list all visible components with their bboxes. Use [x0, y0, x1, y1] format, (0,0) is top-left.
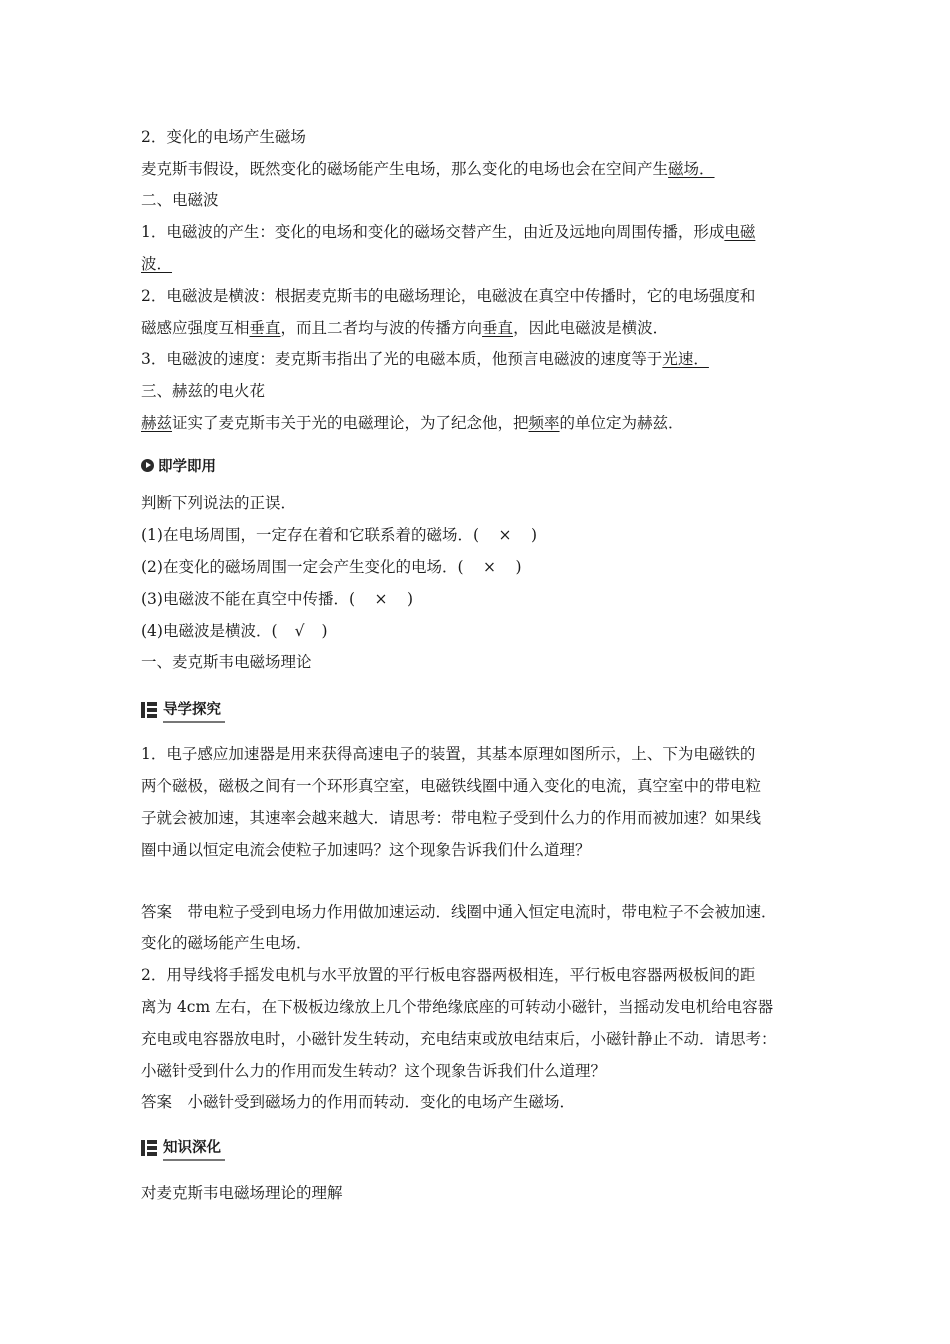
- p2-text-d: ，而且二者均与波的传播方向: [280, 319, 483, 337]
- s2-title: 2．变化的电场产生磁场: [141, 128, 306, 146]
- judgement-item-2: [141, 556, 831, 578]
- hertz-text-d: 的单位定为赫兹．: [559, 414, 684, 432]
- cross-mark: ×: [498, 526, 512, 544]
- item-text: (1)在电场周围，一定存在着和它联系着的磁场．(: [141, 526, 480, 544]
- deepen-subtitle: 对麦克斯韦电磁场理论的理解: [141, 1184, 343, 1202]
- judgement-item-3: [141, 588, 831, 610]
- p2-text-f: ，因此电磁波是横波．: [513, 319, 669, 337]
- cross-mark: ×: [483, 558, 497, 576]
- question-2-line-1: 2．用导线将手摇发电机与水平放置的平行板电容器两极相连，平行板电容器两极板间的距: [141, 966, 756, 984]
- quick-use-label: 即学即用: [158, 458, 216, 475]
- paren-close: ): [531, 526, 538, 544]
- list-icon: [141, 1140, 157, 1156]
- hertz-body: [141, 412, 831, 434]
- question-1-line-1: 1．电子感应加速器是用来获得高速电子的装置，其基本原理如图所示，上、下为电磁铁的: [141, 745, 756, 763]
- p2-answer-2: 垂直: [482, 319, 514, 337]
- paren-close: ): [515, 558, 522, 576]
- deepen-header: [141, 1136, 225, 1160]
- em-wave-p3: [141, 348, 831, 370]
- question-1-line-4: 圈中通以恒定电流会使粒子加速吗？这个现象告诉我们什么道理？: [141, 841, 591, 859]
- question-2-line-2: 离为 4cm 左右，在下极板边缘放上几个带绝缘底座的可转动小磁针，当摇动发电机给电容器: [141, 998, 774, 1016]
- guide-header-label: 导学探究: [163, 698, 225, 723]
- p2-answer-1: 垂直: [249, 319, 281, 337]
- section-maxwell-theory: 一、麦克斯韦电磁场理论: [141, 653, 312, 671]
- p3-answer: 光速．: [662, 350, 709, 368]
- paren-close: ): [321, 622, 328, 640]
- answer-1-line-2: 变化的磁场能产生电场．: [141, 934, 312, 952]
- question-1-line-2: 两个磁极，磁极之间有一个环形真空室，电磁铁线圈中通入变化的电流，真空室中的带电粒: [141, 777, 762, 795]
- judgement-item-4: [141, 620, 831, 642]
- question-1-line-3: 子就会被加速，其速率会越来越大．请思考：带电粒子受到什么力的作用而被加速？如果线: [141, 809, 762, 827]
- p3-text: 3．电磁波的速度：麦克斯韦指出了光的电磁本质，他预言电磁波的速度等于: [141, 350, 663, 368]
- em-wave-p2-cont: [141, 317, 831, 339]
- p1-text: 1．电磁波的产生：变化的电场和变化的磁场交替产生，由近及远地向周围传播，形成: [141, 223, 725, 241]
- em-wave-p1: [141, 221, 831, 243]
- hertz-answer: 赫兹: [141, 414, 173, 432]
- s2-body: [141, 158, 831, 180]
- judgement-item-1: [141, 524, 831, 546]
- check-mark: √: [294, 622, 305, 640]
- deepen-header-label: 知识深化: [163, 1136, 225, 1161]
- em-wave-p1-cont: [141, 253, 831, 275]
- s2-answer: 磁场．: [668, 160, 715, 178]
- em-wave-heading: 二、电磁波: [141, 191, 219, 209]
- quick-use-intro: 判断下列说法的正误．: [141, 494, 297, 512]
- answer-2: 答案 小磁针受到磁场力的作用而转动．变化的电场产生磁场．: [141, 1093, 576, 1111]
- p1-answer-part1: 电磁: [724, 223, 756, 241]
- p1-answer-part2: 波．: [141, 255, 173, 273]
- play-circle-icon: [141, 459, 154, 472]
- hertz-heading: 三、赫兹的电火花: [141, 382, 266, 400]
- p2-text-b: 磁感应强度互相: [141, 319, 250, 337]
- hertz-text-b: 证实了麦克斯韦关于光的电磁理论，为了纪念他，把: [172, 414, 529, 432]
- item-text: (2)在变化的磁场周围一定会产生变化的电场．(: [141, 558, 464, 576]
- s2-body-text: 麦克斯韦假设，既然变化的磁场能产生电场，那么变化的电场也会在空间产生: [141, 160, 669, 178]
- item-text: (3)电磁波不能在真空中传播．(: [141, 590, 356, 608]
- frequency-answer: 频率: [528, 414, 560, 432]
- question-2-line-4: 小磁针受到什么力的作用而发生转动？这个现象告诉我们什么道理？: [141, 1062, 607, 1080]
- list-icon: [141, 702, 157, 718]
- em-wave-p2: 2．电磁波是横波：根据麦克斯韦的电磁场理论，电磁波在真空中传播时，它的电场强度和: [141, 287, 756, 305]
- answer-1-line-1: 答案 带电粒子受到电场力作用做加速运动．线圈中通入恒定电流时，带电粒子不会被加速．: [141, 903, 777, 921]
- cross-mark: ×: [374, 590, 388, 608]
- guide-header: [141, 698, 225, 722]
- question-2-line-3: 充电或电容器放电时，小磁针发生转动，充电结束或放电结束后，小磁针静止不动．请思考：: [141, 1030, 777, 1048]
- item-text: (4)电磁波是横波．(: [141, 622, 278, 640]
- quick-use-tag: [141, 455, 216, 475]
- paren-close: ): [407, 590, 414, 608]
